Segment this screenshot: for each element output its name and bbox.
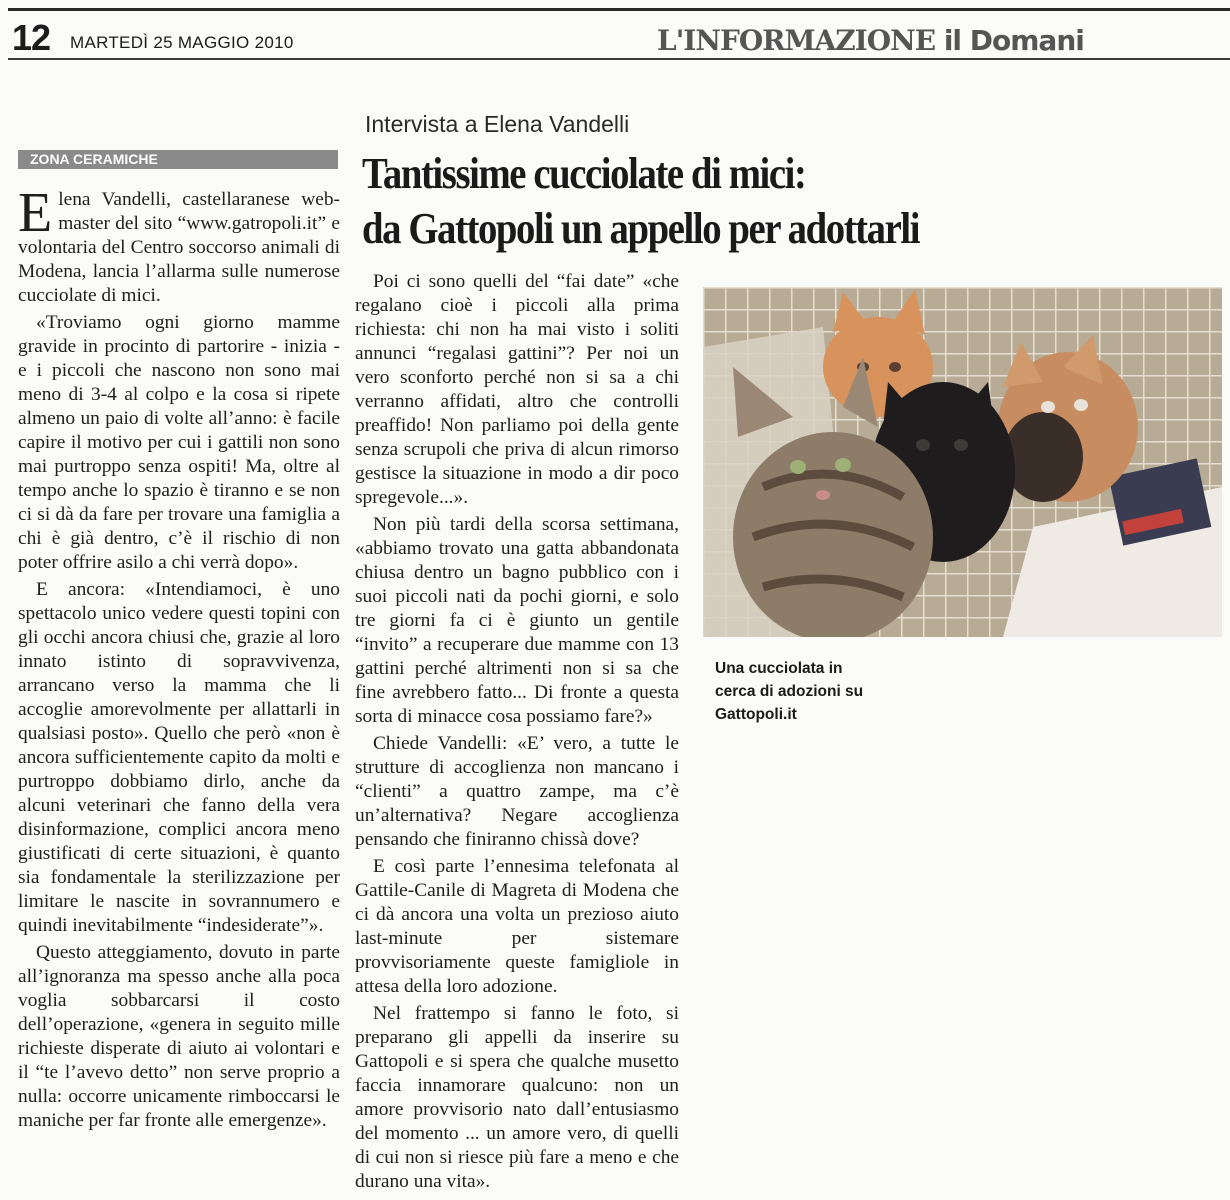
paragraph: E ancora: «Intendiamoci, è uno spettacolo unico vedere questi topini con gli occhi ancora chiusi che, grazie al loro innato istinto di sopravvivenza, arrancano verso la mamma che li accoglie amorevolmente per allattarli in qualsiasi posto». Quello che però «non è ancora sufficientemente capito da molti e purtroppo dobbiamo dirlo, anche da alcuni veterinari che fanno della vera disinformazione, complici ancora meno giustificati di certe situazioni, è quanto sia fondamentale la sterilizzazione per limitare le nascite in sovrannumero e quindi inevitabilmente “indesiderate”». — [18, 579, 340, 936]
paragraph: Questo atteggiamento, dovuto in parte all’ignoranza ma spesso anche alla poca voglia sobbarcarsi il costo dell’operazione, «genera in seguito mille richieste disperate di aiuto ai volontari e il “te l’avevo detto” non serve proprio a nulla: occorre unicamente rimboccarsi le maniche per far fronte alle emergenze». — [18, 942, 340, 1131]
photo-caption: Una cucciolata in cerca di adozioni su Gattopoli.it — [715, 660, 864, 723]
headline — [362, 146, 1119, 256]
kittens-illustration — [703, 287, 1222, 637]
article-column-2 — [355, 270, 679, 1197]
headline-line-2: da Gattopoli un appello per adottarli — [362, 204, 920, 253]
masthead-sub: il Domani — [943, 24, 1084, 57]
section-label: ZONA CERAMICHE — [18, 150, 338, 169]
publication-date: MARTEDÌ 25 MAGGIO 2010 — [70, 33, 294, 52]
paragraph-text: lena Vandelli, castellaranese web-master del sito “www.gatropoli.it” e volontaria del Centro soccorso animali di Modena, lancia l’allarma sulle numerose cucciolate di mici. — [18, 189, 340, 306]
article-column-1 — [18, 182, 340, 1136]
paragraph: Chiede Vandelli: «E’ vero, a tutte le strutture di accoglienza non mancano i “clienti” a quattro zampe, ma c’è un’alternativa? Negare accoglienza pensando che finiranno chissà dove? — [355, 733, 679, 850]
paragraph — [18, 182, 340, 308]
masthead-main: L'INFORMAZIONE — [657, 24, 936, 57]
paragraph: Non più tardi della scorsa settimana, «abbiamo trovato una gatta abbandonata chiusa dentro un bagno pubblico con i suoi piccoli nati da pochi giorni, e solo tre giorni fa ci è giunto un gentile “invito” a recuperare due mamme con 13 gattini perché altrimenti non si sa che fine avrebbero fatto... Di fronte a questa sorta di minacce cosa possiamo fare?» — [355, 514, 679, 727]
masthead — [657, 25, 1084, 57]
paragraph: E così parte l’ennesima telefonata al Gattile-Canile di Magreta di Modena che ci dà ancora una volta un prezioso aiuto last-minute per sistemare provvisoriamente queste famigliole in attesa della loro adozione. — [355, 856, 679, 997]
header-bottom-rule — [8, 58, 1230, 60]
page-number: 12 — [12, 17, 51, 58]
headline-line-1: Tantissime cucciolate di mici: — [362, 149, 806, 198]
paragraph: Poi ci sono quelli del “fai date” «che regalano cioè i piccoli alla prima richiesta: chi non ha mai visto i soliti annunci “regalasi gattini”? Per noi un vero sconforto perché non si sa a chi verranno affidati, altro che controlli preaffido! Non parliamo poi della gente senza scrupoli che priva di alcun rimorso gestisce la situazione in modo a dir poco spregevole...». — [355, 271, 679, 508]
kittens-photo — [703, 287, 1222, 637]
paragraph: «Troviamo ogni giorno mamme gravide in procinto di partorire - inizia - e i piccoli che nascono non sono mai meno di 3-4 al colpo e la cosa si ripete almeno un paio di volte all’anno: è facile capire il motivo per cui i gattili non sono mai purtroppo senza ospiti! Ma, oltre al tempo anche lo spazio è tiranno e se non ci si dà da fare per trovare una famiglia a chi è già dentro, c’è il rischio di non poter offrire asilo a chi verrà dopo». — [18, 312, 340, 573]
paragraph: Nel frattempo si fanno le foto, si preparano gli appelli da inserire su Gattopoli e si spera che qualche musetto faccia innamorare qualcuno: non un amore provvisorio nato dall’entusiasmo del momento ... un amore vero, di quelli di cui non si riesce più fare a meno e che durano una vita». — [355, 1003, 679, 1192]
drop-cap: E — [18, 182, 53, 244]
header-top-rule — [8, 8, 1230, 11]
article-kicker: Intervista a Elena Vandelli — [365, 111, 630, 137]
